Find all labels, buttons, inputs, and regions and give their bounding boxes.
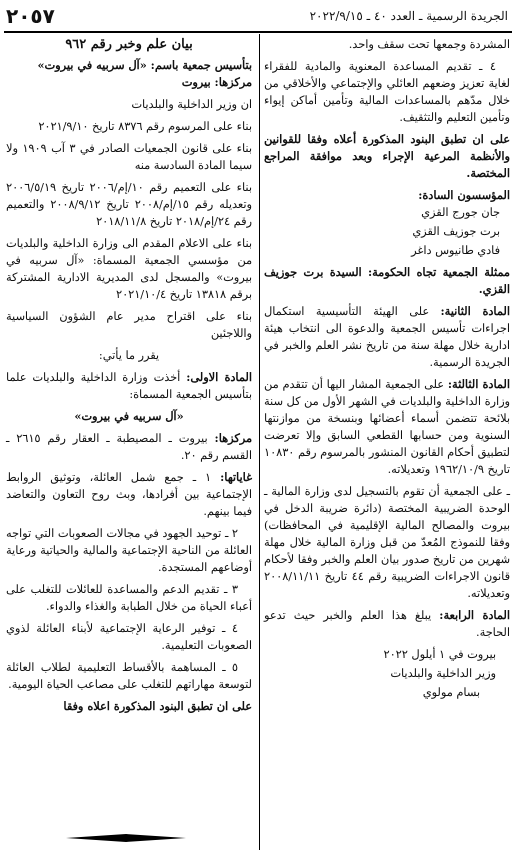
- statement-title: بيان علم وخبر رقم ٩٦٢: [65, 37, 193, 52]
- based-on-4: بناء على الاعلام المقدم الى وزارة الداخلية والبلديات من مؤسسي الجمعية المسماة: «آل سربيه في بيروت» والمسجل لدى المديرية الادارية المشتركة برقم ١٣٨١٨ تاريخ ٢٠٢١/١٠/٤: [6, 237, 252, 301]
- founders-heading: المؤسسون السادة:: [418, 188, 510, 202]
- section-end-ornament: [66, 834, 186, 842]
- association-name: «آل سربيه في بيروت»: [74, 409, 184, 423]
- article-2-text: على الهيئة التأسيسية استكمال اجراءات تأسيس الجمعية والدعوة الى انتخاب هيئة ادارية خلال مهلة سنة من تاريخ نشر العلم والخبر في الجريدة الرسمية.: [264, 305, 510, 369]
- statement-subject: بتأسيس جمعية باسم: «آل سربيه في بيروت»: [37, 58, 252, 72]
- signatory-name: بسام مولوي: [422, 686, 480, 699]
- headquarters-text: بيروت ـ المصيطبة ـ العقار رقم ٢٦١٥ ـ القسم رقم ٢٠.: [6, 432, 252, 462]
- article-3-text: على الجمعية المشار اليها أن تتقدم من وزارة الداخلية والبلديات في الشهر الأول من كل سنة بلائحة تتضمن أسماء أعضائها وبنسخة من موازنتها السنوية ومن حسابها القطعي السابق وإلا تعرضت لتطبيق أحكام القانون المنشور بالمرسوم رقم ١٠٨٣٠ تاريخ ١٩٦٢/١٠/٩ وتعديلاته.: [264, 378, 510, 476]
- based-on-3: بناء على التعميم رقم ١٠/إم/٢٠٠٦ تاريخ ٢٠٠٦/٥/١٩ وتعديله رقم ١٥/إم/٢٠٠٨ تاريخ ٢٠٠٨/٩/١٢ والتعميم رقم ٢٤/إم/٢٠١٨ تاريخ ٢٠١٨/١١/٨: [6, 181, 252, 228]
- condition-paragraph: على ان تطبق البنود المذكورة أعلاه وفقا للقوانين والأنظمة المرعية الإجراء وبعد موافقة المراجع المختصة.: [264, 132, 510, 180]
- goals-label: غاياتها:: [220, 470, 252, 484]
- page-header: [6, 4, 510, 30]
- article-2: [264, 303, 510, 371]
- signature-date: بيروت في ١ أيلول ٢٠٢٢: [383, 648, 496, 661]
- goal-3: ٣ ـ تقديم الدعم والمساعدة للعائلات للتغلب على أعباء الحياة من خلال الطبابة والغذاء والدواء.: [6, 583, 252, 613]
- article-4-label: المادة الرابعة:: [439, 608, 510, 622]
- goal-1: [6, 469, 252, 520]
- continued-paragraph: المشردة وجمعها تحت سقف واحد.: [348, 38, 510, 51]
- signatory-title: وزير الداخلية والبلديات: [390, 667, 496, 680]
- based-on-2: بناء على قانون الجمعيات الصادر في ٣ آب ١٩٠٩ ولا سيما المادة السادسة منه: [6, 142, 252, 172]
- founder-name: جان جورج القزي: [421, 206, 500, 219]
- article-3-label: المادة الثالثة:: [447, 377, 510, 391]
- headquarters-label: مركزها:: [214, 431, 252, 445]
- gazette-issue-title: الجريدة الرسمية ـ العدد ٤٠ ـ ٢٠٢٢/٩/١٥: [309, 9, 508, 23]
- article-3: [264, 376, 510, 478]
- headquarters-line: [6, 430, 252, 464]
- page-number: ٢٠٥٧: [6, 4, 55, 28]
- decides-line: يقرر ما يأتي:: [98, 349, 160, 362]
- goal-2: ٢ ـ توحيد الجهود في مجالات الصعوبات التي تواجه العائلة من الناحية الإجتماعية والمالية والحياتية ورعاية أوضاعهم المستجدة.: [6, 527, 252, 574]
- article-1: [6, 369, 252, 403]
- article-1-text: أخذت وزارة الداخلية والبلديات علما بتأسيس الجمعية المسماة:: [6, 371, 252, 401]
- government-representative: ممثلة الجمعية تجاه الحكومة: السيدة برت جوزيف القزي.: [264, 265, 510, 296]
- statement-hq: مركزها: بيروت: [181, 75, 252, 89]
- goal-4: ٤ ـ توفير الرعاية الإجتماعية لأبناء العائلة لذوي الصعوبات التعليمية.: [6, 622, 252, 652]
- goal-1-text: ١ ـ جمع شمل العائلة، وتوثيق الروابط الإجتماعية بين أفرادها، وبث روح التعاون والتعاضد فيما بينهم.: [6, 471, 252, 518]
- founder-name: فادي طانيوس داغر: [411, 244, 500, 257]
- right-column: [264, 36, 510, 701]
- founder-name: برت جوزيف القزي: [412, 225, 500, 238]
- article-2-label: المادة الثانية:: [440, 304, 510, 318]
- header-rule: [4, 31, 512, 33]
- condition-line: على ان تطبق البنود المذكورة اعلاه وفقا: [63, 699, 252, 713]
- article-4-text: يبلغ هذا العلم والخبر حيث تدعو الحاجة.: [264, 609, 510, 639]
- based-on-5: بناء على اقتراح مدير عام الشؤون السياسية واللاجئين: [6, 310, 252, 340]
- based-on-1: بناء على المرسوم رقم ٨٣٧٦ تاريخ ٢٠٢١/٩/١٠: [38, 120, 252, 133]
- goal-5: ٥ ـ المساهمة بالأقساط التعليمية لطلاب العائلة لتوسعة مهاراتهم للتغلب على مصاعب الحياة اليومية.: [6, 661, 252, 691]
- article-1-label: المادة الاولى:: [186, 370, 252, 384]
- left-column: [6, 36, 252, 720]
- goal-4-paragraph: ٤ ـ تقديم المساعدة المعنوية والمادية للفقراء لغاية تعزيز وضعهم العائلي والإجتماعي والأخلاقي من خلال مدّهم بالمساعدات المالية وتأمين أماكن إيواء وتأمين التعليم والتثقيف.: [264, 60, 510, 124]
- intro-line: ان وزير الداخلية والبلديات: [131, 98, 252, 111]
- tax-registration-paragraph: ـ على الجمعية أن تقوم بالتسجيل لدى وزارة المالية ـ الوحدة الضريبية المختصة (دائرة ضريبة الدخل في بيروت والمصالح المالية الإقليمية في المحافظات) وفقا للنموذج المُعدّ من قبل وزارة المالية خلال مهلة شهرين من تاريخ صدور بيان العلم والخبر وفقا لأحكام قانون الاجراءات الضريبية رقم ٤٤ تاريخ ٢٠٠٨/١١/١١ وتعديلاته.: [264, 485, 510, 600]
- article-4: [264, 607, 510, 641]
- column-divider: [259, 34, 260, 850]
